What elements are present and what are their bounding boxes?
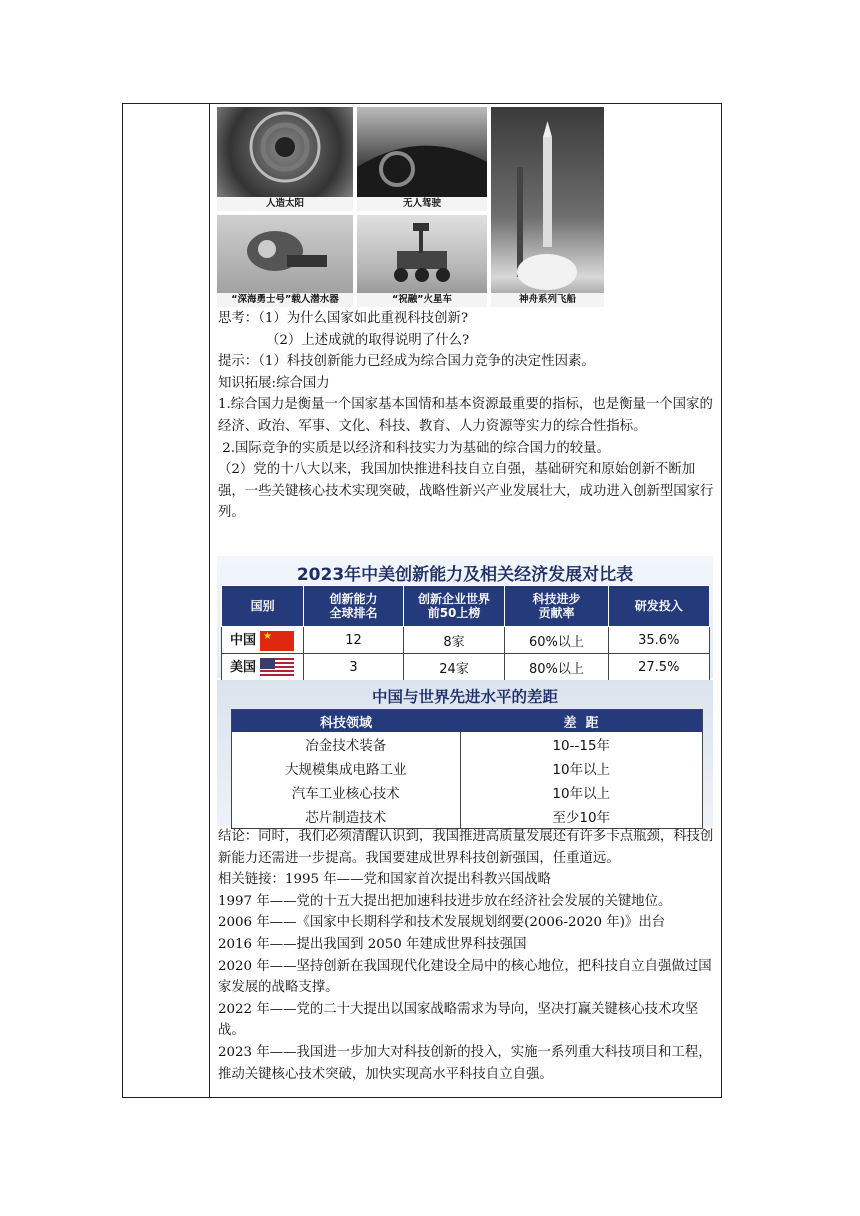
table-cell: 8家 <box>403 627 505 654</box>
self-driving-image <box>357 107 487 197</box>
table-cell: 芯片制造技术 <box>232 804 461 829</box>
caption-shenzhou: 神舟系列飞船 <box>491 293 604 307</box>
table-cell: 12 <box>304 627 404 654</box>
photo-collage <box>217 107 604 307</box>
text-block-2 <box>218 826 716 1085</box>
comparison-table <box>221 585 710 681</box>
submersible-image <box>217 215 353 293</box>
country-cell <box>222 654 304 681</box>
table-header-row <box>232 710 703 733</box>
table-row <box>222 654 710 681</box>
related-link-1997: 1997 年——党的十五大提出把加速科技进步放在经济社会发展的关键地位。 <box>218 893 672 909</box>
table-cell: 80%以上 <box>505 654 608 681</box>
photo-zhurong-rover <box>357 215 487 307</box>
related-link-2006: 2006 年——《国家中长期科学和技术发展规划纲要(2006-2020 年)》出台 <box>218 915 666 931</box>
table-cell: 冶金技术装备 <box>232 732 461 756</box>
table-row <box>232 756 703 780</box>
paragraph-achievements: （2）党的十八大以来，我国加快推进科技自立自强，基础研究和原始创新不断加强，一些关键核心技术实现突破，战略性新兴产业发展壮大，成功进入创新型国家行列。 <box>218 462 714 521</box>
artificial-sun-image <box>217 107 353 197</box>
column-divider <box>209 103 210 1098</box>
related-link-2016: 2016 年——提出我国到 2050 年建成世界科技强国 <box>218 936 527 952</box>
related-link-1995: 相关链接：1995 年——党和国家首次提出科教兴国战略 <box>218 872 551 888</box>
knowledge-point-2: 2.国际竞争的实质是以经济和科技实力为基础的综合国力的较量。 <box>218 440 610 456</box>
related-link-2020: 2020 年——坚持创新在我国现代化建设全局中的核心地位，把科技自立自强做过国家发展的战略支撑。 <box>218 958 712 996</box>
table-header: 创新能力 全球排名 <box>304 586 404 627</box>
photo-shenzhou <box>491 107 604 307</box>
caption-artificial-sun: 人造太阳 <box>217 197 353 211</box>
table2-title: 中国与世界先进水平的差距 <box>371 688 558 706</box>
table-cell: 60%以上 <box>505 627 608 654</box>
table-cell: 35.6% <box>608 627 709 654</box>
table-header-row <box>222 586 710 627</box>
table-header: 科技进步 贡献率 <box>505 586 608 627</box>
table-cell: 24家 <box>403 654 505 681</box>
hint-text: 提示：（1）科技创新能力已经成为综合国力竞争的决定性因素。 <box>218 354 595 370</box>
table-cell: 10--15年 <box>460 732 703 756</box>
country-name: 中国 <box>230 633 257 649</box>
table-cell: 27.5% <box>608 654 709 681</box>
related-link-2023: 2023 年——我国进一步加大对科技创新的投入，实施一系列重大科技项目和工程，推动关键核心技术突破，加快实现高水平科技自立自强。 <box>218 1044 712 1082</box>
gap-table-graphic <box>217 680 713 826</box>
usa-flag-icon <box>260 658 294 678</box>
think-question-1: 思考：（1）为什么国家如此重视科技创新? <box>218 311 469 326</box>
mars-rover-image <box>357 215 487 293</box>
knowledge-point-1: 1.综合国力是衡量一个国家基本国情和基本资源最重要的指标，也是衡量一个国家的经济、政治、军事、文化、科技、教育、人力资源等实力的综合性指标。 <box>218 397 713 434</box>
table-cell: 大规模集成电路工业 <box>232 756 461 780</box>
caption-self-driving: 无人驾驶 <box>357 197 487 211</box>
country-cell <box>222 627 304 654</box>
table-cell: 10年以上 <box>460 780 703 804</box>
conclusion-text: 结论：同时，我们必须清醒认识到，我国推进高质量发展还有许多卡点瓶颈，科技创新能力还需进一步提高。我国要建成世界科技创新强国，任重道远。 <box>218 829 714 866</box>
table-header: 差 距 <box>460 710 703 733</box>
knowledge-heading: 知识拓展:综合国力 <box>218 375 330 391</box>
china-flag-icon: ★ <box>260 631 294 651</box>
table-row <box>232 780 703 804</box>
photo-artificial-sun <box>217 107 353 211</box>
table-header: 研发投入 <box>608 586 709 627</box>
table-cell: 汽车工业核心技术 <box>232 780 461 804</box>
photo-self-driving <box>357 107 487 211</box>
country-name: 美国 <box>230 660 257 676</box>
table-cell: 10年以上 <box>460 756 703 780</box>
related-link-2022: 2022 年——党的二十大提出以国家战略需求为导向，坚决打赢关键核心技术攻坚战。 <box>218 1001 699 1039</box>
table-header: 创新企业世界 前50上榜 <box>403 586 505 627</box>
caption-zhurong-rover: “祝融”火星车 <box>357 293 487 307</box>
caption-deep-sea-warrior: “深海勇士号”载人潜水器 <box>217 293 353 307</box>
table-cell: 至少10年 <box>460 804 703 829</box>
gap-table <box>231 709 703 829</box>
table-row <box>232 732 703 756</box>
table-row <box>232 804 703 829</box>
table1-title: 2023年中美创新能力及相关经济发展对比表 <box>296 565 634 585</box>
rocket-image <box>491 107 604 293</box>
table-row <box>222 627 710 654</box>
table-header: 科技领域 <box>232 710 461 733</box>
table-header: 国别 <box>222 586 304 627</box>
text-block-1 <box>218 308 716 524</box>
comparison-table-graphic <box>217 556 713 678</box>
table-cell: 3 <box>304 654 404 681</box>
think-question-2: （2）上述成就的取得说明了什么? <box>266 332 470 348</box>
photo-deep-sea-warrior <box>217 215 353 307</box>
